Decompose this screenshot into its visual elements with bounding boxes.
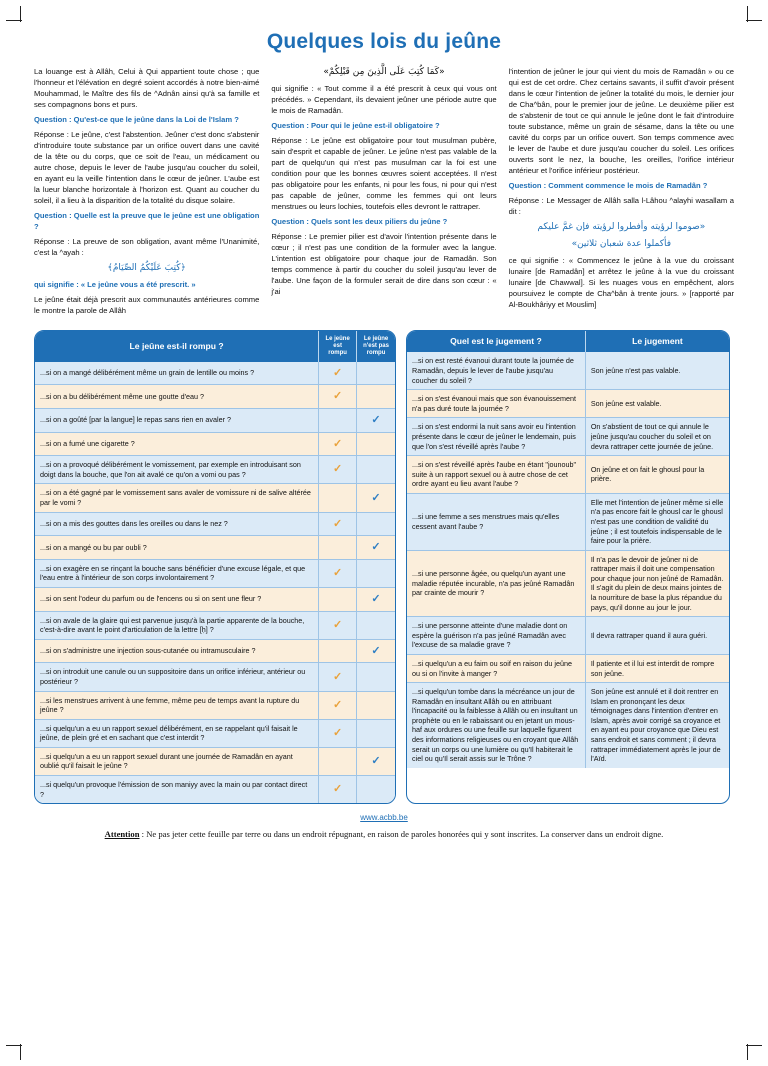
- checkmark-not-broken-icon: ✓: [357, 408, 395, 432]
- table-row: [35, 719, 395, 747]
- quran-verse-arabic: «كَمَا كُتِبَ عَلَى الَّذِينَ مِن قَبْلِكُمْ»: [323, 67, 445, 77]
- paragraph: Réponse : Le premier pilier est d'avoir l'intention présente dans le cœur ; il n'est pas une condition de la formuler avec la langue. L'intention est obligatoire pour chaque jour de Ramadân. Son temps commence à partir du coucher du soleil jusqu'au lever de l'aube. Une façon de la formuler serait de dire dans son cœur : « j'ai: [271, 232, 497, 297]
- checkmark-not-broken-icon: [357, 719, 395, 747]
- checkmark-not-broken-icon: [357, 559, 395, 587]
- table-row: [407, 550, 729, 616]
- table-cell-situation: ...si une personne âgée, ou quelqu'un ayant une maladie réputée incurable, n'a pas jeûné Ramadân par crainte de mourir ?: [407, 550, 586, 616]
- table-cell-situation: ...si on s'est réveillé après l'aube en étant "jounoub" suite à un rapport sexuel ou à autre chose de cet ordre ayant eu lieu avant l'aube ?: [407, 455, 586, 493]
- text-column-1: [34, 66, 259, 320]
- paragraph: Réponse : La preuve de son obligation, avant même l'Unanimité, c'est la ^ayah :: [34, 237, 260, 257]
- table-row: [407, 493, 729, 550]
- checkmark-not-broken-icon: ✓: [357, 535, 395, 559]
- table-row: [35, 639, 395, 663]
- checkmark-not-broken-icon: [357, 432, 395, 456]
- table-row: [407, 417, 729, 455]
- checkmark-broken-icon: ✓: [319, 775, 357, 803]
- checkmark-broken-icon: [319, 747, 357, 775]
- table-cell-question: ...si on a mangé délibérément même un grain de lentille ou moins ?: [35, 362, 319, 385]
- question-heading: Question : Pour qui le jeûne est-il obligatoire ?: [271, 121, 440, 131]
- table-row: [35, 587, 395, 611]
- table-cell-question: ...si on sent l'odeur du parfum ou de l'encens ou si on sent une fleur ?: [35, 587, 319, 611]
- checkmark-broken-icon: ✓: [319, 384, 357, 408]
- ruling-table: [406, 330, 730, 804]
- footer-text: : Ne pas jeter cette feuille par terre ou dans un endroit répugnant, en raison de paroles honorées qui y sont inscrites. La conserver dans un endroit digne.: [139, 829, 664, 840]
- table-row: [35, 662, 395, 690]
- website-link[interactable]: www.acbb.be: [360, 813, 408, 823]
- checkmark-not-broken-icon: [357, 662, 395, 690]
- crop-mark: [20, 1044, 21, 1060]
- checkmark-broken-icon: ✓: [319, 559, 357, 587]
- paragraph: ce qui signifie : « Commencez le jeûne à la vue du croissant lunaire [de Ramadân] et arrêtez le jeûne à la vue du croissant lunaire [de Chawwal]. Si les nuages vous en empêchent, alors poursuivez le compte de Cha^bân à trente jours. » [rapporté par Al-Boukhâriyy et Mouslim]: [508, 256, 734, 310]
- table-row: [35, 432, 395, 456]
- table-cell-question: ...si on avale de la glaire qui est parvenue jusqu'à la partie apparente de la bouche, c'est-à-dire avant le point d'articulation de la lettre [ḥ] ?: [35, 611, 319, 639]
- checkmark-not-broken-icon: [357, 691, 395, 719]
- table-row: [35, 455, 395, 483]
- table-cell-ruling: Il patiente et il lui est interdit de rompre son jeûne.: [586, 654, 729, 682]
- table-row: [407, 389, 729, 417]
- paragraph: qui signifie : « Tout comme il a été prescrit à ceux qui vous ont précédés. » Cependant, ils devaient jeûner une période autre que le mois de Ramadân.: [271, 84, 497, 116]
- table-row: [35, 747, 395, 775]
- table-cell-situation: ...si on est resté évanoui durant toute la journée de Ramadân, depuis le lever de l'aube jusqu'au coucher du soleil ?: [407, 352, 586, 389]
- hadith-arabic: «صوموا لرؤيته وأفطروا لرؤيته فإن غمَّ عليكم: [537, 222, 706, 232]
- paragraph: Le jeûne était déjà prescrit aux communautés antérieures comme le montre la parole de Allâh: [34, 295, 260, 316]
- table-row: [407, 682, 729, 768]
- checkmark-not-broken-icon: [357, 455, 395, 483]
- text-column-2: [271, 66, 496, 301]
- table-header-situation: Quel est le jugement ?: [407, 331, 586, 352]
- table-header-ruling: Le jugement: [586, 331, 729, 352]
- footer-label: Attention: [104, 829, 140, 840]
- paragraph: Réponse : Le jeûne, c'est l'abstention. Jeûner c'est donc s'abstenir d'introduire toute substance par un orifice ouvert dans une cavité de la tête ou du corps, que ce soit de l'eau, un médicament ou autre chose, depuis le lever de l'aube jusqu'au coucher du soleil, en ayant eu la veille l'intention dans le cœur de jeûner. L'aube est la lueur blanche horizontale à l'horizon est. Quant au coucher du soleil, il a lieu à la disparition de la totalité du disque solaire.: [34, 130, 260, 205]
- table-row: [35, 384, 395, 408]
- checkmark-not-broken-icon: [357, 512, 395, 536]
- text-column-3: [509, 66, 734, 314]
- table-cell-ruling: Son jeûne est valable.: [586, 389, 729, 417]
- table-cell-question: ...si on s'administre une injection sous-cutanée ou intramusculaire ?: [35, 639, 319, 663]
- table-row: [35, 483, 395, 511]
- table-row: [407, 352, 729, 389]
- table-cell-situation: ...si une personne atteinte d'une maladie dont on espère la guérison n'a pas jeûné Ramadân avec l'excuse de sa maladie grave ?: [407, 616, 586, 654]
- table-row: [35, 691, 395, 719]
- table-cell-question: ...si quelqu'un provoque l'émission de son maniyy avec la main ou par contact direct ?: [35, 775, 319, 803]
- table-row: [35, 362, 395, 385]
- paragraph: Réponse : Le Messager de Allâh salla l-Lâhou ^alayhi wasallam a dit :: [508, 196, 734, 216]
- table-row: [35, 535, 395, 559]
- checkmark-not-broken-icon: ✓: [357, 483, 395, 511]
- checkmark-broken-icon: ✓: [319, 455, 357, 483]
- table-cell-situation: ...si on s'est endormi la nuit sans avoir eu l'intention présente dans le cœur de jeûner le lendemain, puis que l'on s'est réveillé après l'aube ?: [407, 417, 586, 455]
- page-title: Quelques lois du jeûne: [266, 30, 502, 53]
- checkmark-broken-icon: ✓: [319, 662, 357, 690]
- footer-note: [34, 829, 734, 839]
- table-row: [407, 654, 729, 682]
- checkmark-broken-icon: ✓: [319, 719, 357, 747]
- hadith-arabic: فأكملوا عدة شعبان ثلاثين»: [571, 239, 672, 250]
- paragraph: La louange est à Allâh, Celui à Qui appartient toute chose ; que l'honneur et l'élévation en degré soient accordés à notre bien-aimé Mouhammad, le Maître des fils de ^Adnân ainsi qu'à sa famille et ses compagnons bons et purs.: [34, 67, 260, 109]
- checkmark-not-broken-icon: [357, 611, 395, 639]
- table-cell-ruling: On s'abstient de tout ce qui annule le jeûne jusqu'au coucher du soleil et on devra rattraper cette journée de jeûne.: [586, 417, 729, 455]
- table-cell-question: ...si quelqu'un a eu un rapport sexuel délibérément, en se rappelant qu'il faisait le jeûne, de plein gré et en sachant que c'est interdit ?: [35, 719, 319, 747]
- question-heading: Question : Quels sont les deux piliers du jeûne ?: [271, 217, 448, 227]
- checkmark-not-broken-icon: ✓: [357, 639, 395, 663]
- table-row: [35, 512, 395, 536]
- table-cell-situation: ...si quelqu'un tombe dans la mécréance un jour de Ramadân en insultant Allâh ou en attribuant l'incapacité ou la faiblesse à Allâh ou en insultant un prophète ou en le rabaissant ou en jetant un mous-haf aux ordures ou une feuille sur laquelle figurent des informations religieuses ou en croyant que Allâh serait un corps ou une lumière ou qu'Il habiterait le ciel ou qu'Il serait assis sur le Trône ?: [407, 682, 586, 768]
- table-cell-question: ...si on a goûté [par la langue] le repas sans rien en avaler ?: [35, 408, 319, 432]
- crop-mark: [6, 20, 22, 21]
- question-heading: Question : Qu'est-ce que le jeûne dans la Loi de l'Islam ?: [34, 115, 239, 124]
- checkmark-broken-icon: [319, 587, 357, 611]
- checkmark-broken-icon: [319, 408, 357, 432]
- table-cell-situation: ...si on s'est évanoui mais que son évanouissement n'a pas duré toute la journée ?: [407, 389, 586, 417]
- crop-mark: [6, 1045, 22, 1046]
- checkmark-broken-icon: ✓: [319, 611, 357, 639]
- question-heading: Question : Comment commence le mois de Ramadân ?: [508, 181, 708, 190]
- table-cell-question: ...si on a bu délibérément même une goutte d'eau ?: [35, 384, 319, 408]
- question-heading: Question : Quelle est la preuve que le jeûne est une obligation ?: [34, 211, 260, 231]
- table-cell-situation: ...si une femme a ses menstrues mais qu'elles cessent avant l'aube ?: [407, 493, 586, 550]
- paragraph: Réponse : Le jeûne est obligatoire pour tout musulman pubère, sain d'esprit et capable de jeûner. Le jeûne n'est pas valable de la part de quelqu'un qui n'est pas musulman car la foi est une condition pour que les bonnes œuvres soient acceptées. Il n'est pas obligatoire pour les enfants, ni pour les fous, ni pour qui n'est pas capable de jeûner, comme les femmes qui ont leurs menstrues ou leurs lochies, toutefois elles devront le rattraper.: [271, 136, 497, 212]
- checkmark-broken-icon: ✓: [319, 691, 357, 719]
- checkmark-not-broken-icon: [357, 362, 395, 385]
- table-cell-question: ...si on exagère en se rinçant la bouche sans bénéficier d'une excuse légale, et que l'eau entre à l'intérieur de son corps involontairement ?: [35, 559, 319, 587]
- table-cell-ruling: Il n'a pas le devoir de jeûner ni de rattraper mais il doit une compensation pour chaque jour non jeûné de Ramadân. Il s'agit du plein de deux mains jointes de la nourriture de base la plus répandue du pays, qu'il donne au jour le jour.: [586, 550, 729, 616]
- table-row: [407, 616, 729, 654]
- table-cell-question: ...si on a mangé ou bu par oubli ?: [35, 535, 319, 559]
- table-row: [35, 775, 395, 803]
- table-row: [407, 455, 729, 493]
- checkmark-broken-icon: [319, 535, 357, 559]
- crop-mark: [746, 1045, 762, 1046]
- quran-verse-arabic: ﴿كُتِبَ عَلَيْكُمُ الصِّيَامُ﴾: [107, 263, 186, 273]
- paragraph: l'intention de jeûner le jour qui vient du mois de Ramadân » ou ce qui est de cet ordre. Chez certains savants, il suffit d'avoir présent dans le cœur l'intention de jeûner la totalité du mois, le dernier jour de Cha^bân, pour le premier jour de jeûne. Le deuxième pilier est de s'abstenir de tout ce qui annule le jeûne dont le fait d'introduire toute substance, même un grain de sésame, dans la tête ou une cavité du corps par un orifice ouvert. Son temps commence avec le lever de l'aube et dure jusqu'au coucher du soleil. Les orifices ouverts sont le nez, la bouche, les oreilles, l'orifice intérieur antérieur et l'orifice inférieur postérieur.: [508, 67, 734, 175]
- checkmark-not-broken-icon: [357, 384, 395, 408]
- checkmark-not-broken-icon: ✓: [357, 587, 395, 611]
- table-cell-ruling: On jeûne et on fait le ghousl pour la prière.: [586, 455, 729, 493]
- table-cell-question: ...si on a fumé une cigarette ?: [35, 432, 319, 456]
- table-header-question: Le jeûne est-il rompu ?: [35, 331, 319, 362]
- table-cell-ruling: Elle met l'intention de jeûner même si elle n'a pas encore fait le ghousl car le ghousl n'est pas une condition de validité du jeûne ; il est toutefois indispensable de le faire pour la prière.: [586, 493, 729, 550]
- verse-translation: qui signifie : « Le jeûne vous a été prescrit. »: [34, 280, 196, 290]
- checkmark-not-broken-icon: [357, 775, 395, 803]
- table-cell-ruling: Il devra rattraper quand il aura guéri.: [586, 616, 729, 654]
- tables-section: [34, 330, 734, 804]
- checkmark-broken-icon: [319, 483, 357, 511]
- checkmark-broken-icon: ✓: [319, 362, 357, 385]
- checkmark-not-broken-icon: ✓: [357, 747, 395, 775]
- checkmark-broken-icon: [319, 639, 357, 663]
- checkmark-broken-icon: ✓: [319, 432, 357, 456]
- table-cell-situation: ...si quelqu'un a eu faim ou soif en raison du jeûne ou si on l'invite à manger ?: [407, 654, 586, 682]
- table-cell-question: ...si on a mis des gouttes dans les oreilles ou dans le nez ?: [35, 512, 319, 536]
- table-cell-question: ...si on a provoqué délibérément le vomissement, par exemple en introduisant son doigt dans la bouche, que l'on ait avalé ce qu'on a vomi ou pas ?: [35, 455, 319, 483]
- checkmark-broken-icon: ✓: [319, 512, 357, 536]
- table-header-broken: Le jeûne est rompu: [319, 331, 357, 362]
- table-cell-ruling: Son jeûne est annulé et il doit rentrer en Islam en prononçant les deux témoignages dans l'intention d'entrer en Islam, après avoir corrigé sa croyance et en ayant eu pour croyance que Dieu est sans endroit et sans comment ; il devra rattraper immédiatement après le jour de l'Aïd.: [586, 682, 729, 768]
- crop-mark: [746, 20, 762, 21]
- table-header-not-broken: Le jeûne n'est pas rompu: [357, 331, 395, 362]
- table-row: [35, 408, 395, 432]
- table-cell-question: ...si les menstrues arrivent à une femme, même peu de temps avant la rupture du jeûne ?: [35, 691, 319, 719]
- table-cell-question: ...si on introduit une canule ou un suppositoire dans un orifice inférieur, antérieur ou postérieur ?: [35, 662, 319, 690]
- crop-mark: [747, 1044, 748, 1060]
- table-cell-question: ...si quelqu'un a eu un rapport sexuel durant une journée de Ramadân en ayant oublié qu'il faisait le jeûne ?: [35, 747, 319, 775]
- fasting-broken-table: [34, 330, 396, 804]
- table-cell-question: ...si on a été gagné par le vomissement sans avaler de vomissure ni de salive altérée par le vomi ?: [35, 483, 319, 511]
- table-row: [35, 559, 395, 587]
- text-columns: [34, 66, 734, 320]
- table-row: [35, 611, 395, 639]
- table-cell-ruling: Son jeûne n'est pas valable.: [586, 352, 729, 389]
